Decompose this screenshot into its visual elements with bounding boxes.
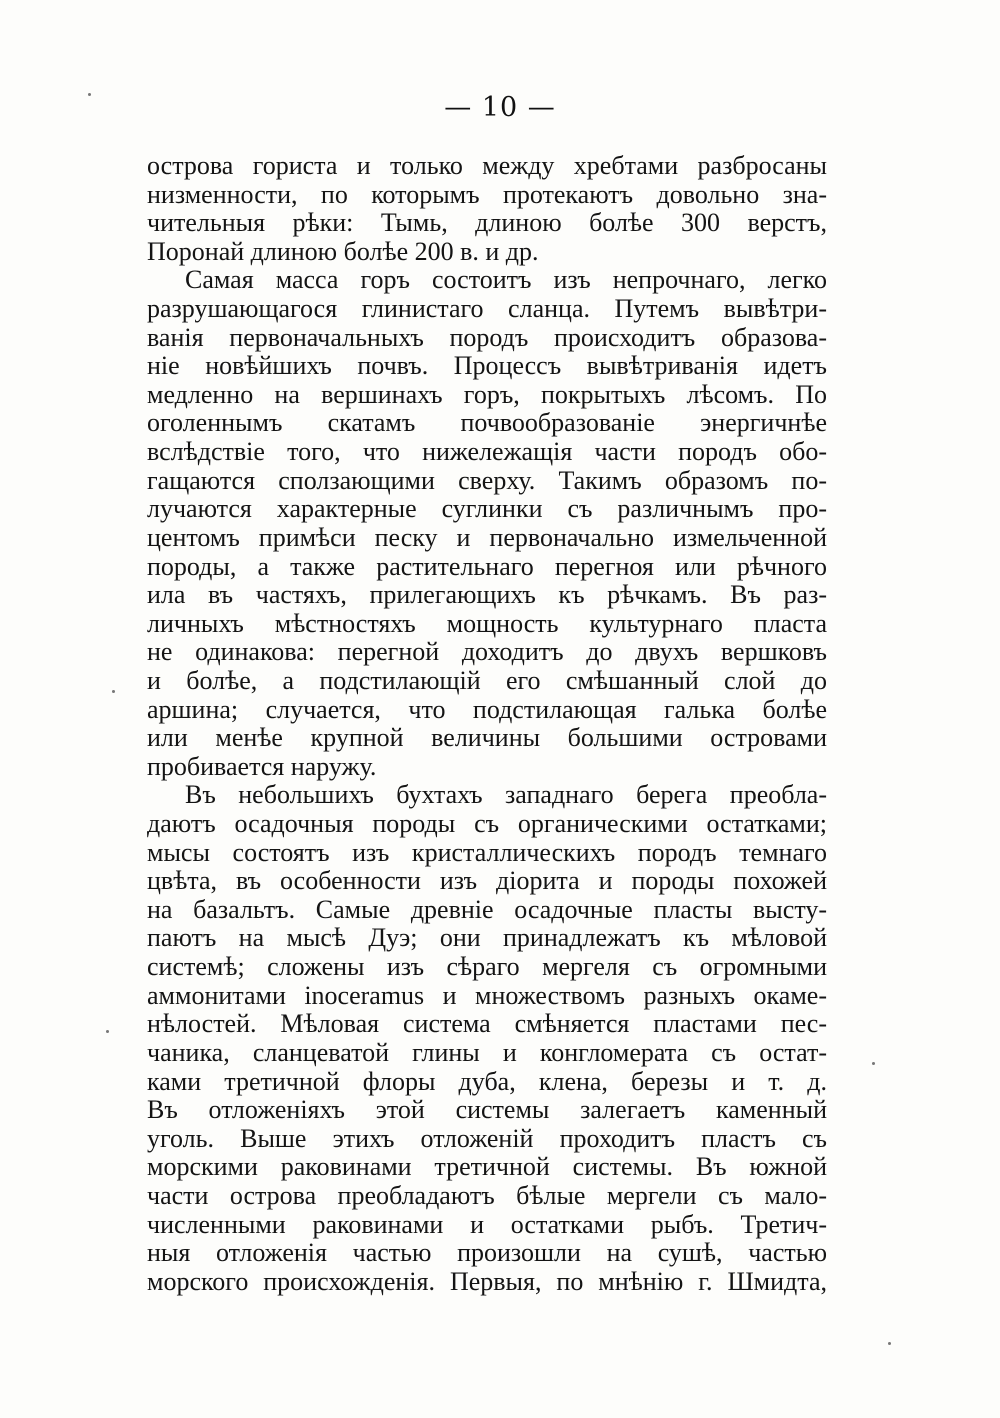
text-line: уголь. Выше этихъ отложеній проходитъ пластъ съ (147, 1123, 827, 1153)
text-line: и болѣе, а подстилающій его смѣшанный слой до (147, 665, 827, 695)
text-line: морского происхожденія. Первыя, по мнѣнію г. Шмидта, (147, 1266, 827, 1296)
text-line: Самая масса горъ состоитъ изъ непрочнаго, легко (185, 265, 827, 295)
text-line: даютъ осадочныя породы съ органическими остатками; (147, 809, 827, 839)
text-line: не одинакова: перегной доходитъ до двухъ вершковъ (147, 637, 827, 667)
text-line: нѣлостей. Мѣловая система смѣняется пластами пес- (147, 1009, 827, 1039)
text-line: ніе новѣйшихъ почвъ. Процессъ вывѣтриванія идетъ (147, 351, 827, 381)
paragraph-2 (147, 266, 827, 781)
scan-speck (888, 1342, 891, 1345)
body-text (147, 152, 827, 1296)
text-line: части острова преобладаютъ бѣлые мергели съ мало- (147, 1180, 827, 1210)
text-line: острова гориста и только между хребтами разбросаны (147, 151, 827, 180)
text-line: ныя отложенія частью произошли на сушѣ, частью (147, 1238, 827, 1268)
scan-speck (872, 1062, 875, 1065)
text-line: медленно на вершинахъ горъ, покрытыхъ лѣсомъ. По (147, 379, 827, 409)
text-line: аршина; случается, что подстилающая галька болѣе (147, 694, 827, 724)
text-line: породы, а также растительнаго перегноя или рѣчного (147, 551, 827, 581)
text-line: пробивается наружу. (147, 751, 377, 781)
text-line: паютъ на мысѣ Дуэ; они принадлежатъ къ мѣловой (147, 923, 827, 953)
text-line: оголеннымъ скатамъ почвообразованіе энергичнѣе (147, 408, 827, 438)
page-number: — 10 — (444, 92, 556, 123)
text-line: чаника, сланцеватой глины и конгломерата съ остат- (147, 1037, 827, 1067)
text-line: ванія первоначальныхъ породъ происходитъ образова- (147, 322, 827, 352)
paragraph-3 (147, 781, 827, 1296)
text-line: Поронай длиною болѣе 200 в. и др. (147, 236, 539, 266)
text-line: или менѣе крупной величины большими островами (147, 723, 827, 753)
text-line: аммонитами inoceramus и множествомъ разныхъ окаме- (147, 980, 827, 1010)
text-line: ками третичной флоры дуба, клена, березы и т. д. (147, 1066, 827, 1096)
text-line: Въ небольшихъ бухтахъ западнаго берега преобла- (185, 780, 827, 810)
text-line: цвѣта, въ особенности изъ діорита и породы похожей (147, 866, 827, 896)
text-line: личныхъ мѣстностяхъ мощность культурнаго пласта (147, 608, 827, 638)
text-line: низменности, по которымъ протекаютъ довольно зна- (147, 179, 827, 209)
text-line: центомъ примѣси песку и первоначально измельченной (147, 522, 827, 552)
scan-speck (112, 690, 115, 693)
text-line: лучаются характерные суглинки съ различнымъ про- (147, 494, 827, 524)
text-line: мысы состоятъ изъ кристаллическихъ породъ темнаго (147, 837, 827, 867)
scan-speck (106, 1030, 109, 1033)
text-line: морскими раковинами третичной системы. Въ южной (147, 1152, 827, 1182)
text-line: разрушающагося глинистаго сланца. Путемъ вывѣтри- (147, 294, 827, 324)
paragraph-1 (147, 152, 827, 266)
text-line: численными раковинами и остатками рыбъ. Третич- (147, 1209, 827, 1239)
text-line: системѣ; сложены изъ сѣраго мергеля съ огромными (147, 952, 827, 982)
text-line: вслѣдствіе того, что нижележащія части породъ обо- (147, 437, 827, 467)
text-line: Въ отложеніяхъ этой системы залегаетъ каменный (147, 1095, 827, 1125)
text-line: чительныя рѣки: Тымь, длиною болѣе 300 верстъ, (147, 208, 827, 238)
text-line: гащаются сползающими сверху. Такимъ образомъ по- (147, 465, 827, 495)
text-line: на базальтъ. Самые древніе осадочные пласты высту- (147, 894, 827, 924)
scan-speck (88, 93, 91, 96)
text-line: ила въ частяхъ, прилегающихъ къ рѣчкамъ. Въ раз- (147, 580, 827, 610)
